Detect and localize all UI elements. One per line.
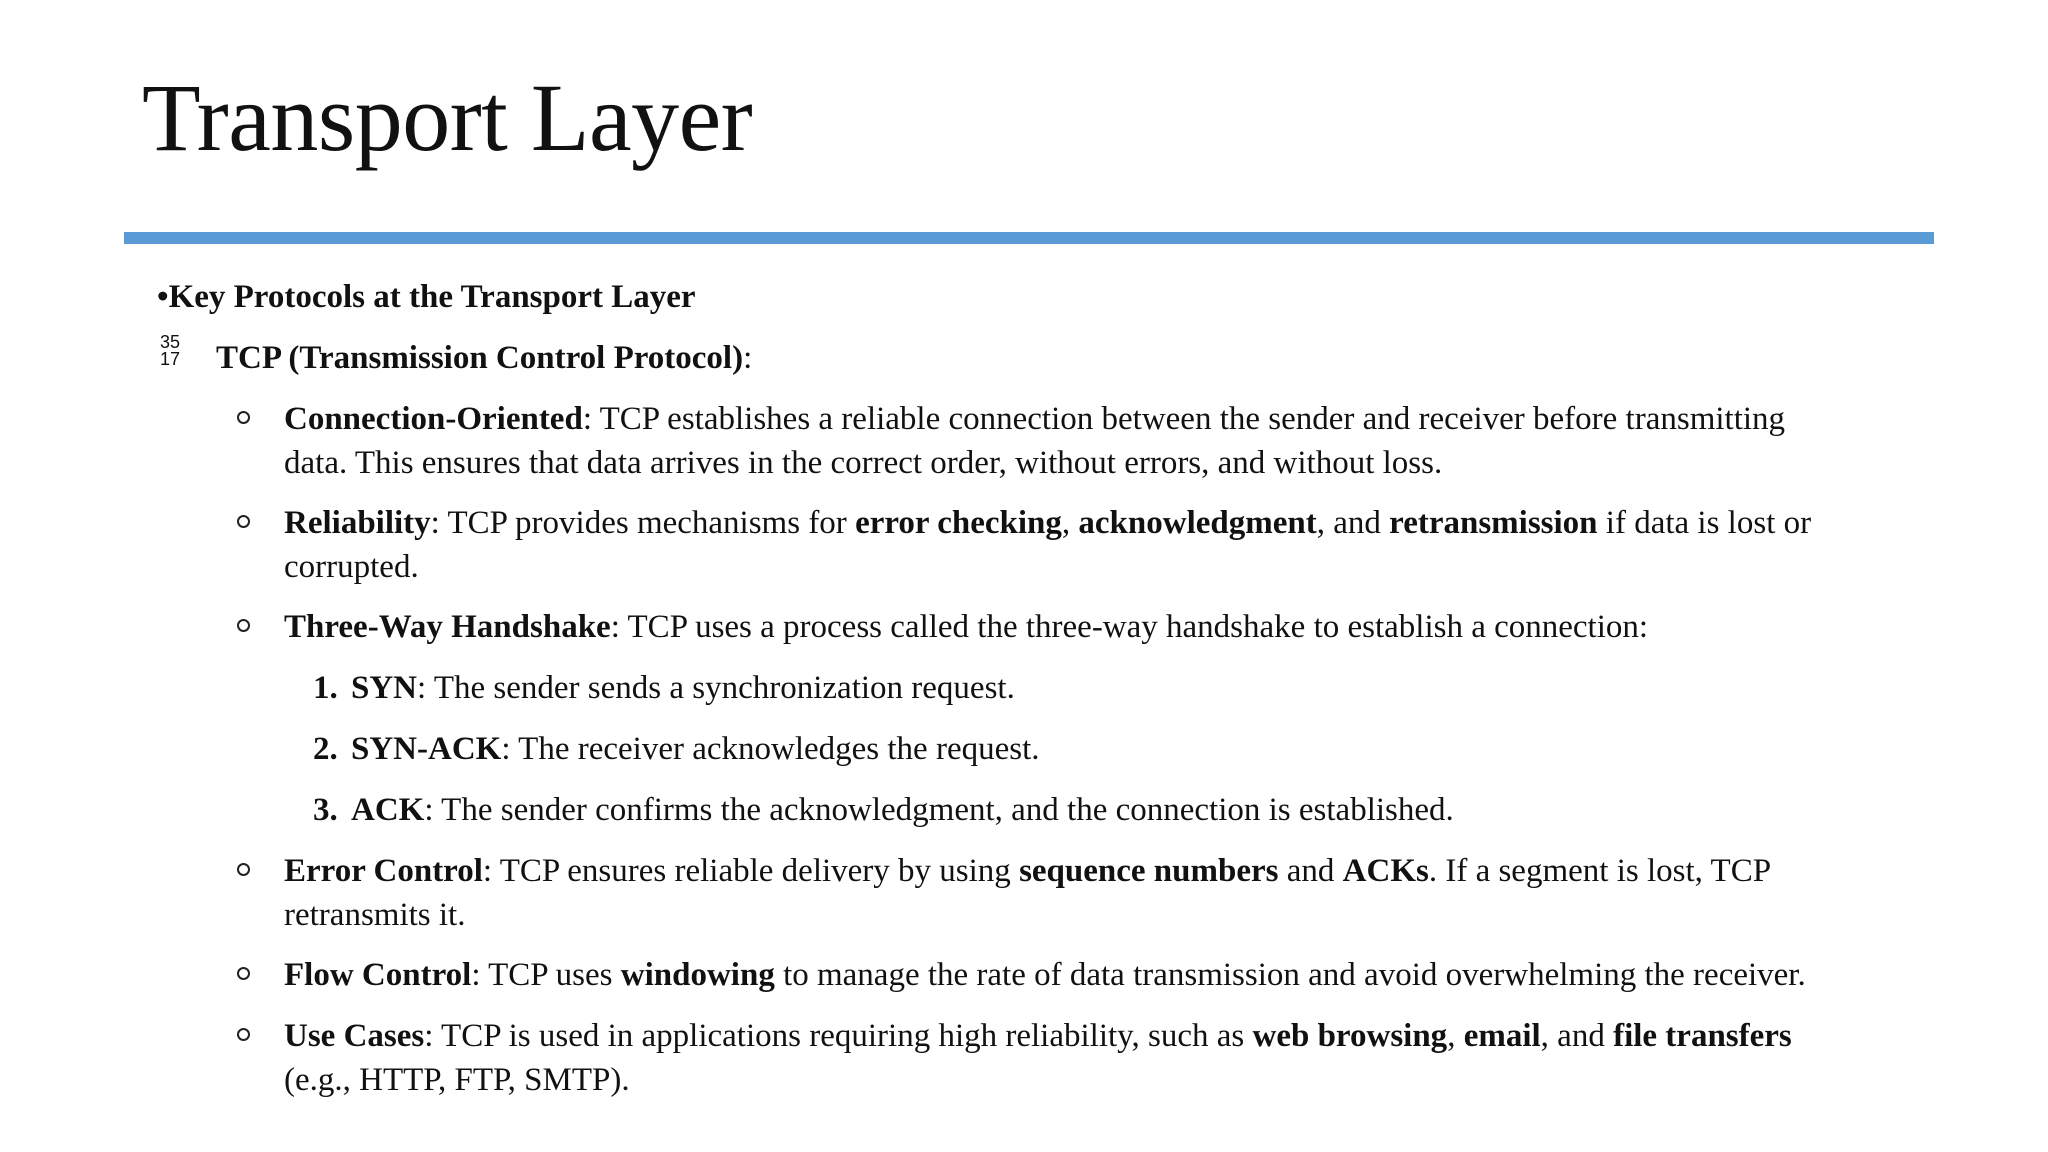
- step-number: 2.: [313, 731, 338, 767]
- point-reliability-line2: corrupted.: [284, 549, 419, 585]
- stack-number-bottom: 17: [160, 349, 181, 369]
- point-flow-line: [284, 953, 1806, 997]
- stack-number-top: 35: [160, 332, 181, 352]
- tcp-heading: [216, 336, 752, 380]
- text-run: to manage the rate of data transmission and avoid overwhelming the receiver.: [774, 957, 1806, 993]
- point-usecases-line2: (e.g., HTTP, FTP, SMTP).: [284, 1062, 630, 1098]
- circle-bullet-icon: [237, 1028, 250, 1041]
- text-run: . If a segment is lost, TCP: [1428, 853, 1772, 889]
- circle-bullet-icon: [237, 515, 250, 528]
- point-handshake-term: Three-Way Handshake: [284, 609, 611, 645]
- point-connection-line2: data. This ensures that data arrives in the correct order, without errors, and without loss.: [284, 445, 1443, 481]
- point-usecases-line1: [284, 1014, 1792, 1058]
- text-run: and: [1278, 853, 1343, 889]
- bold-run: windowing: [620, 957, 775, 993]
- point-flow-term: Flow Control: [284, 957, 472, 993]
- bold-run: sequence numbers: [1019, 853, 1279, 889]
- text-run: : TCP is used in applications requiring high reliability, such as: [424, 1018, 1253, 1054]
- text-run: ,: [1447, 1018, 1464, 1054]
- point-reliability-line1: [284, 501, 1811, 545]
- bullet-icon: •: [157, 279, 169, 315]
- bold-run: web browsing: [1252, 1018, 1448, 1054]
- point-connection-term: Connection-Oriented: [284, 401, 583, 437]
- step-number: 1.: [313, 670, 338, 706]
- tcp-heading-label: TCP (Transmission Control Protocol): [216, 340, 744, 376]
- circle-bullet-icon: [237, 619, 250, 632]
- point-reliability-term: Reliability: [284, 505, 431, 541]
- tcp-heading-colon: :: [743, 340, 753, 376]
- text-run: , and: [1316, 505, 1390, 541]
- step-term: SYN: [351, 670, 418, 706]
- step-number: 3.: [313, 792, 338, 828]
- step-term: ACK: [351, 792, 425, 828]
- text-run: , and: [1540, 1018, 1614, 1054]
- point-connection-line1: [284, 397, 1785, 441]
- point-error-line2: retransmits it.: [284, 897, 466, 933]
- text-run: ,: [1061, 505, 1079, 541]
- slide-number-stack: [160, 334, 180, 368]
- section-heading-text: Key Protocols at the Transport Layer: [168, 279, 696, 315]
- point-handshake-line: [284, 605, 1648, 649]
- step-ack: [351, 788, 1454, 832]
- point-handshake-text: : TCP uses a process called the three-way handshake to establish a connection:: [610, 609, 1649, 645]
- section-heading: [157, 275, 696, 319]
- title-divider: [124, 232, 1934, 244]
- bold-run: ACKs: [1342, 853, 1429, 889]
- text-run: if data is lost or: [1597, 505, 1812, 541]
- circle-bullet-icon: [237, 411, 250, 424]
- point-error-term: Error Control: [284, 853, 483, 889]
- circle-bullet-icon: [237, 967, 250, 980]
- point-usecases-term: Use Cases: [284, 1018, 425, 1054]
- bold-run: acknowledgment: [1078, 505, 1317, 541]
- bold-run: file transfers: [1613, 1018, 1792, 1054]
- step-text: : The sender confirms the acknowledgment, and the connection is established.: [424, 792, 1454, 828]
- text-run: : TCP provides mechanisms for: [430, 505, 856, 541]
- step-term: SYN-ACK: [351, 731, 502, 767]
- step-text: : The receiver acknowledges the request.: [501, 731, 1040, 767]
- text-run: : TCP uses: [471, 957, 621, 993]
- point-error-line1: [284, 849, 1771, 893]
- step-text: : The sender sends a synchronization request.: [417, 670, 1015, 706]
- text-run: : TCP ensures reliable delivery by using: [482, 853, 1020, 889]
- point-connection-text: : TCP establishes a reliable connection between the sender and receiver before transmitting: [582, 401, 1786, 437]
- slide-title: Transport Layer: [142, 64, 753, 171]
- bold-run: retransmission: [1389, 505, 1598, 541]
- circle-bullet-icon: [237, 863, 250, 876]
- step-syn: [351, 666, 1015, 710]
- step-syn-ack: [351, 727, 1040, 771]
- bold-run: email: [1463, 1018, 1541, 1054]
- bold-run: error checking: [855, 505, 1062, 541]
